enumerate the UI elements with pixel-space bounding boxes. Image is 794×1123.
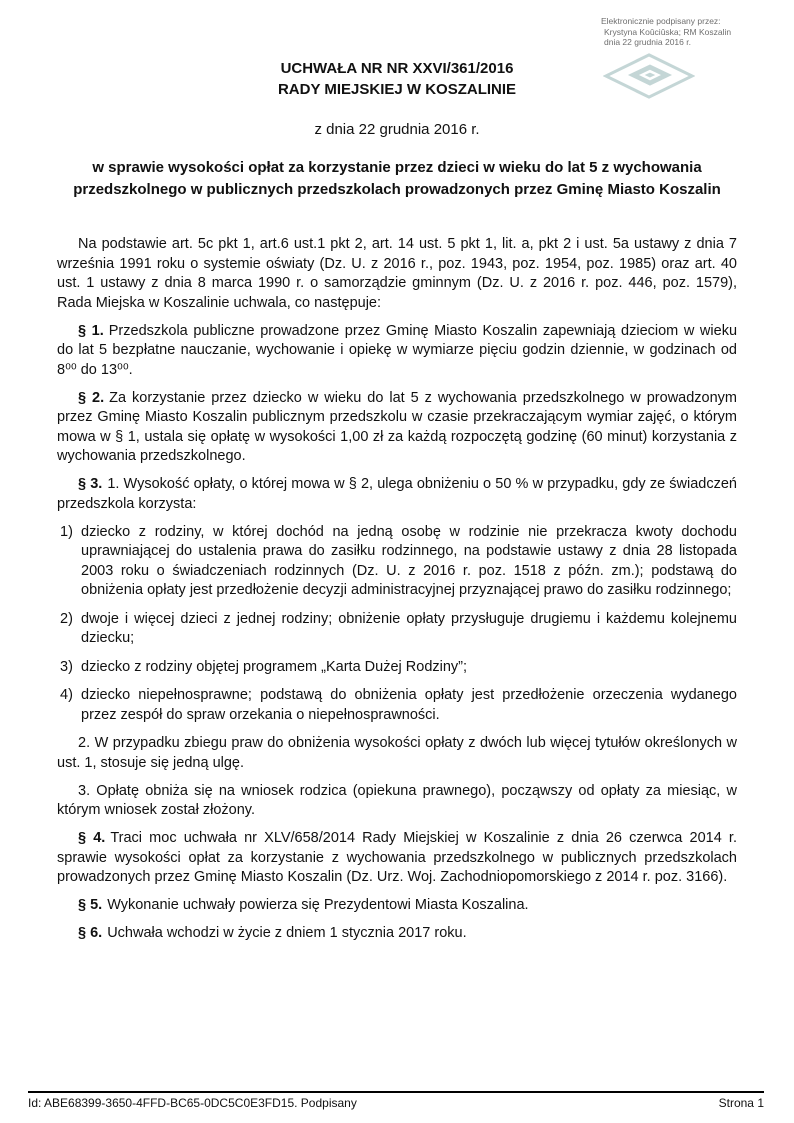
paragraph-3 [57, 475, 737, 514]
resolution-number-title: UCHWAŁA NR NR XXVI/361/2016 [280, 60, 514, 77]
paragraph-4 [57, 829, 737, 888]
electronic-signature-block [601, 16, 781, 99]
paragraph-2 [57, 389, 737, 467]
list-item-marker: 2) [60, 610, 73, 627]
paragraph-6-text: Uchwała wchodzi w życie z dniem 1 stycznia 2017 roku. [107, 925, 467, 941]
paragraph-3-list [57, 523, 737, 726]
list-item-marker: 1) [60, 523, 73, 540]
list-item-text: dziecko z rodziny, w której dochód na jedną osobę w rodzinie nie przekracza kwoty dochodu uprawniającej do ustalenia prawa do zasiłku rodzinnego, na podstawie ustawy z dnia 28 listopada 2003 roku o świadczeniach rodzinnych (Dz. U. z 2016 r. poz. 1518 z późn. zm.); podstawą do obniżenia opłaty jest przedłożenie decyzji administracyjnej przyznającej prawo do zasiłku rodzinnego; [81, 523, 737, 598]
council-name-title: RADY MIEJSKIEJ W KOSZALINIE [277, 81, 517, 98]
document-id: Id: ABE68399-3650-4FFD-BC65-0DC5C0E3FD15. Podpisany [28, 1096, 357, 1110]
paragraph-1-label: § 1. [78, 322, 104, 339]
paragraph-5-label: § 5. [78, 897, 103, 913]
paragraph-6 [57, 924, 737, 944]
paragraph-2-label: § 2. [78, 389, 105, 406]
paragraph-3-label: § 3. [78, 476, 103, 492]
resolution-date: z dnia 22 grudnia 2016 r. [314, 121, 480, 138]
list-item [57, 686, 737, 725]
paragraph-1 [57, 322, 737, 381]
list-item [57, 523, 737, 601]
paragraph-3-text: 1. Wysokość opłaty, o której mowa w § 2, ulega obniżeniu o 50 % w przypadku, gdy ze świadczeń przedszkola korzysta: [57, 476, 737, 512]
signature-line-1: Elektronicznie podpisany przez: [601, 16, 721, 26]
resolution-subject: w sprawie wysokości opłat za korzystanie przez dzieci w wieku do lat 5 z wychowania przedszkolnego w publicznych przedszkolach prowadzonych przez Gminę Miasto Koszalin [73, 159, 721, 198]
legal-basis-preamble: Na podstawie art. 5c pkt 1, art.6 ust.1 pkt 2, art. 14 ust. 5 pkt 1, lit. a, pkt 2 i ust. 5a ustawy z dnia 7 września 1991 roku o systemie oświaty (Dz. U. z 2016 r., poz. 1943, poz. 1954, poz. 1985) oraz art. 40 ust. 1 ustawy z dnia 8 marca 1990 r. o samorządzie gminnym (Dz. U. z 2016 r. poz. 446, poz. 1579), Rada Miejska w Koszalinie uchwala, co następuje: [57, 236, 737, 311]
paragraph-4-text: Traci moc uchwała nr XLV/658/2014 Rady Miejskiej w Koszalinie z dnia 26 czerwca 2014 r. sprawie wysokości opłat za korzystanie z wychowania przedszkolnego w publicznych przedszkolach prowadzonych przez Gminę Miasto Koszalin (Dz. Urz. Woj. Zachodniopomorskiego z 2014 r. poz. 3166). [57, 830, 737, 885]
paragraph-5-text: Wykonanie uchwały powierza się Prezydentowi Miasta Koszalina. [107, 897, 529, 913]
epuap-stamp-icon [603, 53, 695, 99]
paragraph-6-label: § 6. [78, 925, 103, 941]
list-item [57, 610, 737, 649]
list-item-marker: 4) [60, 687, 73, 703]
list-item-text: dwoje i więcej dzieci z jednej rodziny; obniżenie opłaty przysługuje drugiemu i każdemu kolejnemu dziecku; [81, 610, 737, 646]
paragraph-1-text: Przedszkola publiczne prowadzone przez Gminę Miasto Koszalin zapewniają dzieciom w wieku do lat 5 bezpłatne nauczanie, wychowanie i opiekę w wymiarze pięciu godzin dziennie, w godzinach od 8⁰⁰ do 13⁰⁰. [57, 322, 738, 378]
paragraph-2-text: Za korzystanie przez dziecko w wieku do lat 5 z wychowania przedszkolnego w prowadzonym przez Gminę Miasto Koszalin publicznym przedszkolu w czasie przekraczającym wymiar zajęć, o którym mowa w § 1, ustala się opłatę w wysokości 1,00 zł za każdą rozpoczętą godzinę (60 minut) korzystania z wychowania przedszkolnego. [57, 389, 738, 464]
paragraph-3-ust-2: 2. W przypadku zbiegu praw do obniżenia wysokości opłaty z dwóch lub więcej tytułów określonych w ust. 1, stosuje się jedną ulgę. [57, 735, 737, 771]
list-item-text: dziecko niepełnosprawne; podstawą do obniżenia opłaty jest przedłożenie orzeczenia wydanego przez zespół do spraw orzekania o niepełnosprawności. [81, 687, 737, 723]
document-footer [28, 1091, 764, 1111]
list-item-marker: 3) [60, 658, 73, 675]
signature-line-3: dnia 22 grudnia 2016 r. [604, 37, 691, 47]
document-body [57, 235, 737, 944]
paragraph-3-ust-3: 3. Opłatę obniża się na wniosek rodzica (opiekuna prawnego), począwszy od opłaty za miesiąc, w którym wniosek został złożony. [57, 782, 737, 818]
list-item [57, 658, 737, 678]
paragraph-4-label: § 4. [78, 830, 106, 846]
list-item-text: dziecko z rodziny objętej programem „Karta Dużej Rodziny”; [81, 658, 468, 675]
paragraph-5 [57, 896, 737, 916]
page-number: Strona 1 [718, 1096, 764, 1110]
signature-line-2: Krystyna Koûciûska; RM Koszalin [604, 26, 732, 37]
